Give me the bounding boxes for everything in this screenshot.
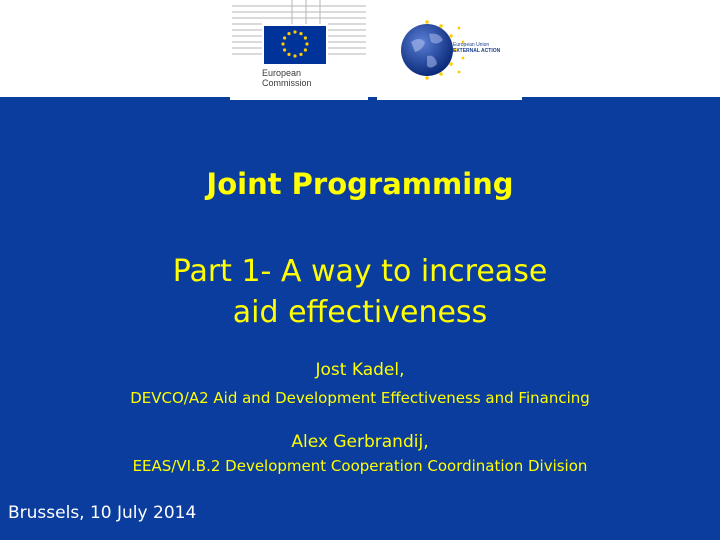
berlaymont-building-icon [232, 0, 366, 64]
slide-title: Joint Programming [206, 167, 514, 201]
subtitle-line-1: Part 1- A way to increase [172, 254, 548, 289]
presentation-date: Brussels, 10 July 2014 [8, 503, 197, 523]
european-commission-logo [230, 0, 368, 100]
presenter-1-affiliation: DEVCO/A2 Aid and Development Effectiveness and Financing [130, 389, 590, 407]
subtitle-line-2: aid effectiveness [232, 295, 488, 330]
eeas-logo-line2: EXTERNAL ACTION [453, 48, 501, 54]
ec-logo-line1: European [262, 68, 302, 78]
presenter-1-name: Jost Kadel, [315, 360, 405, 380]
eu-external-action-logo [377, 0, 522, 100]
eeas-logo-line1: European Union [453, 42, 490, 48]
presenter-2-name: Alex Gerbrandij, [291, 432, 429, 452]
ec-logo-line2: Commission [262, 78, 312, 88]
slide-subtitle [0, 251, 720, 333]
presenter-2-affiliation: EEAS/VI.B.2 Development Cooperation Coordination Division [132, 457, 588, 475]
